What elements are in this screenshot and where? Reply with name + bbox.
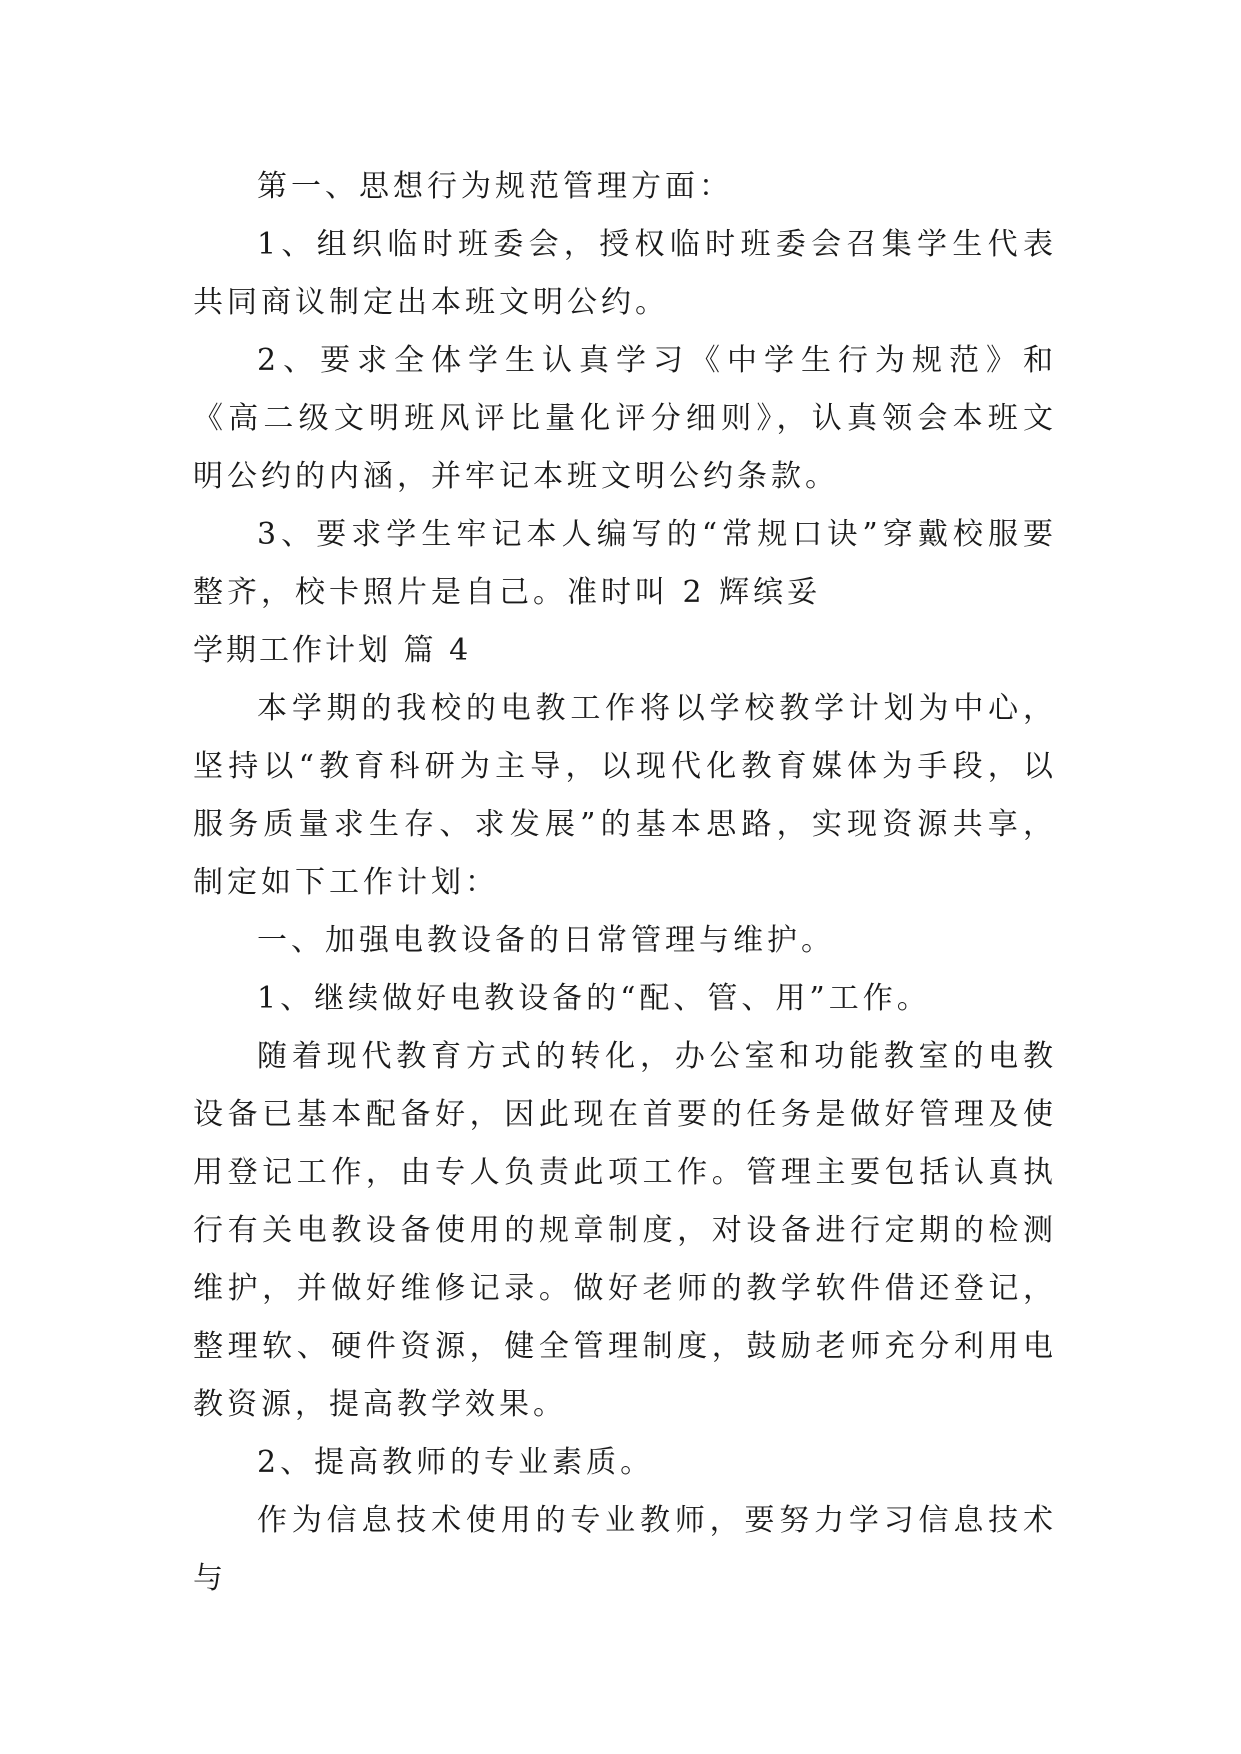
paragraph-item-3: 3、要求学生牢记本人编写的“常规口诀”穿戴校服要整齐，校卡照片是自己。准时叫 2 辉缤妥	[193, 517, 1057, 610]
paragraph-subitem-1: 1、继续做好电教设备的“配、管、用”工作。	[257, 981, 931, 1016]
section-title: 学期工作计划 篇 4	[193, 633, 472, 668]
paragraph-item-2: 2、要求全体学生认真学习《中学生行为规范》和《高二级文明班风评比量化评分细则》，认真领会本班文明公约的内涵，并牢记本班文明公约条款。	[193, 343, 1057, 494]
paragraph-equipment: 随着现代教育方式的转化，办公室和功能教室的电教设备已基本配备好，因此现在首要的任务是做好管理及使用登记工作，由专人负责此项工作。管理主要包括认真执行有关电教设备使用的规章制度，对设备进行定期的检测维护，并做好维修记录。做好老师的教学软件借还登记，整理软、硬件资源，健全管理制度，鼓励老师充分利用电教资源，提高教学效果。	[193, 1039, 1057, 1422]
paragraph-item-1: 1、组织临时班委会，授权临时班委会召集学生代表共同商议制定出本班文明公约。	[193, 227, 1057, 320]
paragraph-subitem-2: 2、提高教师的专业素质。	[257, 1445, 655, 1480]
paragraph-intro: 本学期的我校的电教工作将以学校教学计划为中心，坚持以“教育科研为主导，以现代化教育媒体为手段，以服务质量求生存、求发展”的基本思路，实现资源共享，制定如下工作计划：	[193, 691, 1057, 900]
paragraph-section-one: 一、加强电教设备的日常管理与维护。	[257, 923, 835, 958]
paragraph-conduct-heading: 第一、思想行为规范管理方面：	[257, 169, 733, 204]
paragraph-teachers: 作为信息技术使用的专业教师，要努力学习信息技术与	[193, 1503, 1057, 1596]
document-body	[193, 158, 1057, 1608]
